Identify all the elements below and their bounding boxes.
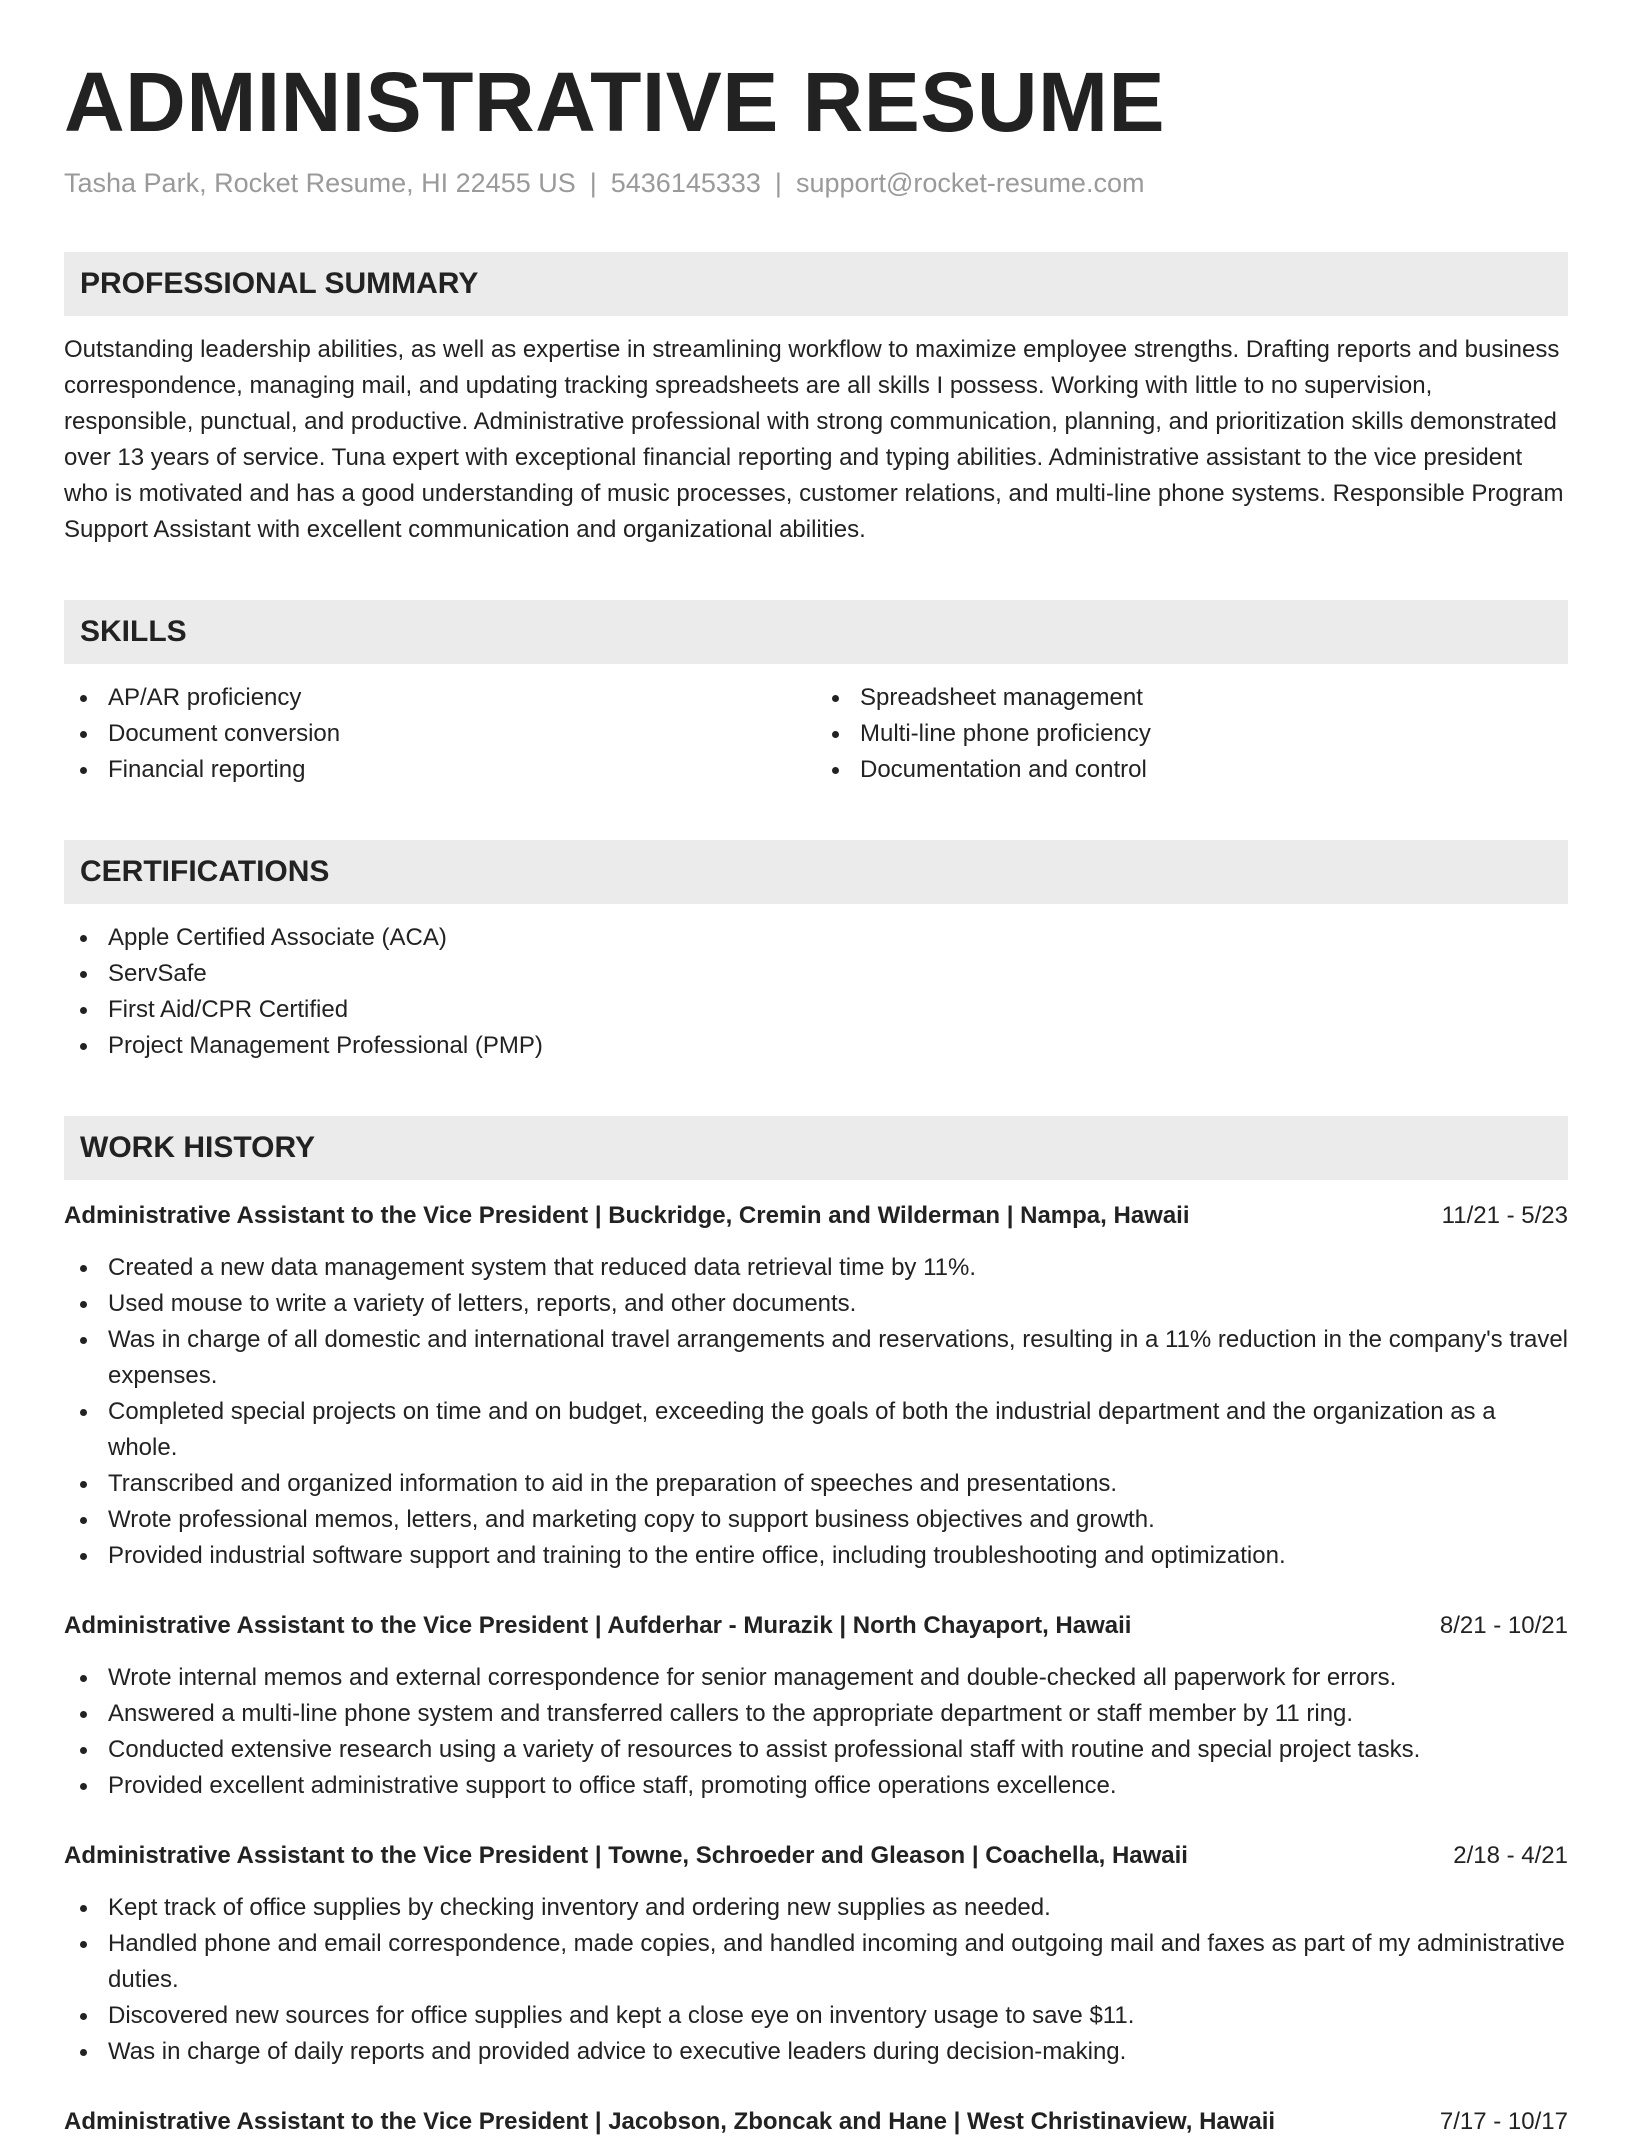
certification-item: Apple Certified Associate (ACA) <box>64 920 1568 956</box>
contact-email: support@rocket-resume.com <box>795 168 1145 198</box>
job-bullet: Completed special projects on time and on budget, exceeding the goals of both the industrial department and the organization as a whole. <box>64 1394 1568 1466</box>
contact-separator: | <box>774 168 782 198</box>
job-bullet: Wrote internal memos and external correspondence for senior management and double-checked all paperwork for errors. <box>64 1660 1568 1696</box>
skill-item: Financial reporting <box>64 752 816 788</box>
contact-line <box>64 166 1568 200</box>
job-bullet: Created a new data management system that reduced data retrieval time by 11%. <box>64 1250 1568 1286</box>
job-header <box>64 1608 1568 1644</box>
job-bullet: Answered a multi-line phone system and transferred callers to the appropriate department or staff member by 11 ring. <box>64 1696 1568 1732</box>
skill-item: Documentation and control <box>816 752 1568 788</box>
job-bullet: Transcribed and organized information to aid in the preparation of speeches and presentations. <box>64 1466 1568 1502</box>
job-dates: 8/21 - 10/21 <box>1439 1612 1568 1639</box>
certification-item: ServSafe <box>64 956 1568 992</box>
summary-text: Outstanding leadership abilities, as well as expertise in streamlining workflow to maximize employee strengths. Drafting reports and business correspondence, managing mail, and updating tracking spreadsheets are all skills I possess. Working with little to no supervision, responsible, punctual, and productive. Administrative professional with strong communication, planning, and prioritization skills demonstrated over 13 years of service. Tuna expert with exceptional financial reporting and typing abilities. Administrative assistant to the vice president who is motivated and has a good understanding of music processes, customer relations, and multi-line phone systems. Responsible Program Support Assistant with excellent communication and organizational abilities. <box>64 336 1564 543</box>
job-bullets <box>64 1660 1568 1804</box>
job-bullet: Conducted extensive research using a variety of resources to assist professional staff with routine and special project tasks. <box>64 1732 1568 1768</box>
job-header <box>64 1198 1568 1234</box>
job-bullet: Provided excellent administrative support to office staff, promoting office operations excellence. <box>64 1768 1568 1804</box>
job-title: Administrative Assistant to the Vice President | Aufderhar - Murazik | North Chayaport, Hawaii <box>64 1612 1132 1639</box>
job-bullets <box>64 1250 1568 1574</box>
resume-title: ADMINISTRATIVE RESUME <box>64 55 1165 149</box>
job-bullet: Kept track of office supplies by checking inventory and ordering new supplies as needed. <box>64 1890 1568 1926</box>
job-header <box>64 1838 1568 1874</box>
job-dates: 11/21 - 5/23 <box>1441 1202 1568 1229</box>
skill-item: Document conversion <box>64 716 816 752</box>
job-bullet: Was in charge of all domestic and international travel arrangements and reservations, resulting in a 11% reduction in the company's travel expenses. <box>64 1322 1568 1394</box>
skills-list-left <box>64 680 816 788</box>
job-bullet: Used mouse to write a variety of letters, reports, and other documents. <box>64 1286 1568 1322</box>
job-entry <box>64 1838 1568 2070</box>
job-header <box>64 2104 1568 2140</box>
job-dates: 7/17 - 10/17 <box>1439 2108 1568 2135</box>
job-title: Administrative Assistant to the Vice President | Buckridge, Cremin and Wilderman | Nampa, Hawaii <box>64 1202 1190 1229</box>
job-entry <box>64 2104 1568 2140</box>
skill-item: Multi-line phone proficiency <box>816 716 1568 752</box>
job-bullet: Discovered new sources for office supplies and kept a close eye on inventory usage to save $11. <box>64 1998 1568 2034</box>
skill-item: Spreadsheet management <box>816 680 1568 716</box>
certifications-list <box>64 920 1568 1064</box>
section-heading-summary: PROFESSIONAL SUMMARY <box>64 252 1568 316</box>
contact-address: Tasha Park, Rocket Resume, HI 22455 US <box>64 168 576 198</box>
contact-phone: 5436145333 <box>610 168 761 198</box>
certification-item: Project Management Professional (PMP) <box>64 1028 1568 1064</box>
certification-item: First Aid/CPR Certified <box>64 992 1568 1028</box>
job-title: Administrative Assistant to the Vice President | Towne, Schroeder and Gleason | Coachella, Hawaii <box>64 1842 1188 1869</box>
skills-list-right <box>816 680 1568 788</box>
job-entry <box>64 1608 1568 1804</box>
contact-separator: | <box>589 168 597 198</box>
job-dates: 2/18 - 4/21 <box>1453 1842 1568 1869</box>
section-heading-work-history: WORK HISTORY <box>64 1116 1568 1180</box>
job-bullet: Provided industrial software support and training to the entire office, including troubleshooting and optimization. <box>64 1538 1568 1574</box>
skill-item: AP/AR proficiency <box>64 680 816 716</box>
section-heading-certifications: CERTIFICATIONS <box>64 840 1568 904</box>
job-entry <box>64 1198 1568 1574</box>
job-bullets <box>64 1890 1568 2070</box>
job-bullet: Wrote professional memos, letters, and marketing copy to support business objectives and growth. <box>64 1502 1568 1538</box>
section-heading-skills: SKILLS <box>64 600 1568 664</box>
job-bullet: Was in charge of daily reports and provided advice to executive leaders during decision-making. <box>64 2034 1568 2070</box>
job-title: Administrative Assistant to the Vice President | Jacobson, Zboncak and Hane | West Christinaview, Hawaii <box>64 2108 1276 2135</box>
skills-columns <box>64 680 1568 788</box>
job-bullet: Handled phone and email correspondence, made copies, and handled incoming and outgoing mail and faxes as part of my administrative duties. <box>64 1926 1568 1998</box>
